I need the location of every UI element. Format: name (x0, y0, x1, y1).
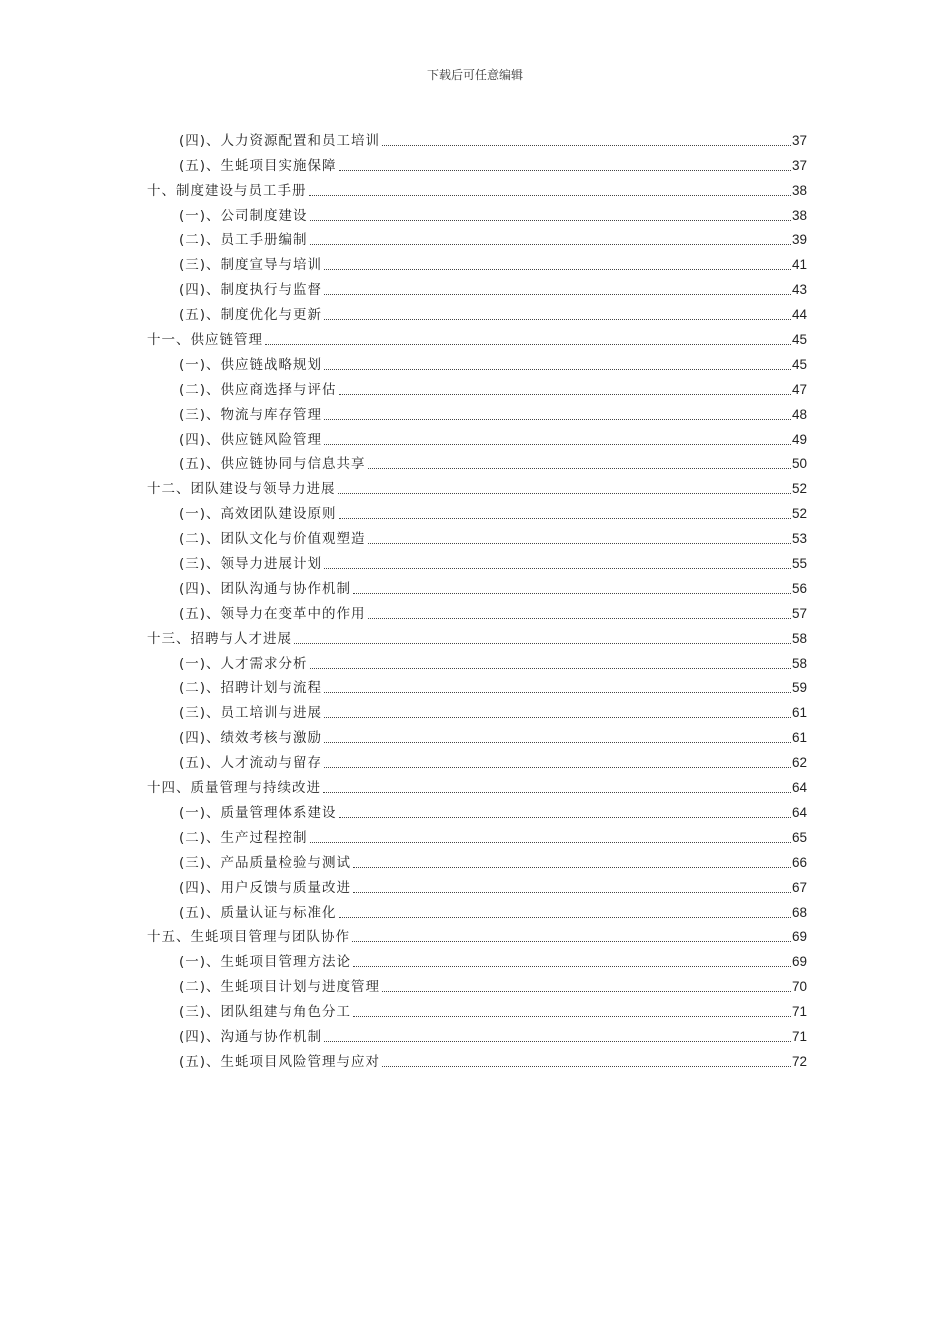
toc-section-entry[interactable] (147, 250, 807, 275)
toc-entry-title: (五)、供应链协同与信息共享 (179, 456, 366, 473)
toc-dot-leader (353, 866, 791, 868)
toc-dot-leader (310, 219, 791, 221)
toc-page-number: 38 (791, 207, 807, 223)
toc-page-number: 70 (791, 979, 807, 995)
toc-entry-title: (三)、制度宣导与培训 (179, 257, 323, 274)
toc-entry-title: 十五、生蚝项目管理与团队协作 (147, 929, 350, 946)
toc-page-number: 41 (791, 257, 807, 273)
toc-entry-title: (五)、生蚝项目实施保障 (179, 157, 337, 174)
toc-entry-title: (一)、高效团队建设原则 (179, 506, 337, 523)
toc-entry-title: (四)、绩效考核与激励 (179, 730, 323, 747)
toc-entry-title: (二)、供应商选择与评估 (179, 381, 337, 398)
toc-entry-title: (三)、物流与库存管理 (179, 406, 323, 423)
toc-entry-title: (四)、用户反馈与质量改进 (179, 879, 352, 896)
toc-entry-title: (五)、生蚝项目风险管理与应对 (179, 1053, 381, 1070)
toc-section-entry[interactable] (147, 450, 807, 475)
toc-page-number: 38 (791, 182, 807, 198)
toc-page-number: 62 (791, 755, 807, 771)
toc-dot-leader (324, 268, 791, 270)
toc-dot-leader (339, 169, 791, 171)
toc-page-number: 64 (791, 780, 807, 796)
toc-section-entry[interactable] (147, 201, 807, 226)
toc-entry-title: (一)、质量管理体系建设 (179, 804, 337, 821)
toc-section-entry[interactable] (147, 524, 807, 549)
toc-section-entry[interactable] (147, 574, 807, 599)
toc-page-number: 58 (791, 630, 807, 646)
toc-page-number: 59 (791, 680, 807, 696)
toc-page-number: 50 (791, 456, 807, 472)
toc-entry-title: (二)、生蚝项目计划与进度管理 (179, 979, 381, 996)
toc-entry-title: (五)、人才流动与留存 (179, 755, 323, 772)
toc-dot-leader (324, 567, 791, 569)
toc-dot-leader (324, 1040, 791, 1042)
toc-section-entry[interactable] (147, 1047, 807, 1072)
toc-entry-title: 十二、团队建设与领导力进展 (147, 481, 336, 498)
toc-chapter-entry[interactable] (147, 176, 807, 201)
toc-entry-title: 十三、招聘与人才进展 (147, 630, 292, 647)
toc-dot-leader (338, 492, 791, 494)
toc-page-number: 43 (791, 282, 807, 298)
toc-section-entry[interactable] (147, 947, 807, 972)
toc-page-number: 58 (791, 655, 807, 671)
toc-entry-title: (五)、领导力在变革中的作用 (179, 605, 366, 622)
page-header: 下载后可任意编辑 (426, 68, 523, 82)
toc-entry-title: (一)、供应链战略规划 (179, 356, 323, 373)
toc-section-entry[interactable] (147, 599, 807, 624)
toc-dot-leader (309, 194, 791, 196)
toc-section-entry[interactable] (147, 400, 807, 425)
toc-chapter-entry[interactable] (147, 624, 807, 649)
toc-entry-title: (四)、团队沟通与协作机制 (179, 580, 352, 597)
toc-chapter-entry[interactable] (147, 474, 807, 499)
toc-dot-leader (324, 318, 791, 320)
toc-page-number: 52 (791, 481, 807, 497)
toc-dot-leader (353, 891, 791, 893)
toc-page-number: 48 (791, 406, 807, 422)
toc-dot-leader (353, 592, 791, 594)
toc-dot-leader (324, 418, 791, 420)
toc-page-number: 53 (791, 531, 807, 547)
toc-section-entry[interactable] (147, 375, 807, 400)
toc-page-number: 64 (791, 804, 807, 820)
toc-entry-title: (四)、人力资源配置和员工培训 (179, 132, 381, 149)
toc-dot-leader (339, 517, 791, 519)
toc-section-entry[interactable] (147, 649, 807, 674)
toc-entry-title: (三)、团队组建与角色分工 (179, 1004, 352, 1021)
toc-page-number: 72 (791, 1053, 807, 1069)
toc-section-entry[interactable] (147, 873, 807, 898)
toc-dot-leader (324, 368, 791, 370)
toc-dot-leader (382, 990, 791, 992)
toc-page-number: 66 (791, 854, 807, 870)
toc-chapter-entry[interactable] (147, 923, 807, 948)
toc-entry-title: (五)、制度优化与更新 (179, 307, 323, 324)
toc-section-entry[interactable] (147, 499, 807, 524)
toc-section-entry[interactable] (147, 674, 807, 699)
toc-dot-leader (323, 791, 791, 793)
toc-dot-leader (310, 667, 791, 669)
toc-section-entry[interactable] (147, 300, 807, 325)
toc-page-number: 61 (791, 705, 807, 721)
toc-entry-title: (三)、领导力进展计划 (179, 556, 323, 573)
toc-entry-title: (二)、生产过程控制 (179, 829, 308, 846)
toc-section-entry[interactable] (147, 972, 807, 997)
toc-dot-leader (368, 467, 791, 469)
toc-page-number: 61 (791, 730, 807, 746)
toc-page-number: 67 (791, 879, 807, 895)
toc-entry-title: (三)、产品质量检验与测试 (179, 854, 352, 871)
toc-dot-leader (339, 393, 791, 395)
toc-page-number: 45 (791, 356, 807, 372)
toc-section-entry[interactable] (147, 723, 807, 748)
toc-page-number: 37 (791, 132, 807, 148)
toc-dot-leader (324, 766, 791, 768)
toc-entry-title: (二)、团队文化与价值观塑造 (179, 531, 366, 548)
toc-entry-title: (一)、公司制度建设 (179, 207, 308, 224)
toc-dot-leader (352, 940, 791, 942)
toc-page-number: 39 (791, 232, 807, 248)
toc-section-entry[interactable] (147, 549, 807, 574)
toc-dot-leader (324, 443, 791, 445)
toc-page-number: 52 (791, 506, 807, 522)
toc-entry-title: (三)、员工培训与进展 (179, 705, 323, 722)
toc-entry-title: (二)、员工手册编制 (179, 232, 308, 249)
toc-entry-title: (四)、制度执行与监督 (179, 282, 323, 299)
toc-section-entry[interactable] (147, 275, 807, 300)
toc-section-entry[interactable] (147, 898, 807, 923)
toc-dot-leader (353, 1015, 791, 1017)
toc-page-number: 44 (791, 307, 807, 323)
toc-entry-title: 十四、质量管理与持续改进 (147, 780, 321, 797)
toc-page-number: 68 (791, 904, 807, 920)
toc-page-number: 57 (791, 605, 807, 621)
toc-page-number: 71 (791, 1004, 807, 1020)
toc-entry-title: (四)、供应链风险管理 (179, 431, 323, 448)
toc-section-entry[interactable] (147, 798, 807, 823)
toc-dot-leader (294, 642, 791, 644)
toc-dot-leader (324, 716, 791, 718)
toc-section-entry[interactable] (147, 748, 807, 773)
toc-section-entry[interactable] (147, 151, 807, 176)
toc-dot-leader (324, 691, 791, 693)
toc-page-number: 71 (791, 1028, 807, 1044)
toc-dot-leader (339, 816, 791, 818)
toc-dot-leader (368, 542, 791, 544)
toc-entry-title: 十一、供应链管理 (147, 332, 263, 349)
toc-entry-title: (二)、招聘计划与流程 (179, 680, 323, 697)
toc-dot-leader (353, 965, 791, 967)
toc-section-entry[interactable] (147, 698, 807, 723)
toc-entry-title: (一)、人才需求分析 (179, 655, 308, 672)
toc-dot-leader (324, 293, 791, 295)
toc-page-number: 69 (791, 929, 807, 945)
toc-dot-leader (265, 343, 791, 345)
toc-page-number: 56 (791, 580, 807, 596)
toc-section-entry[interactable] (147, 226, 807, 251)
toc-section-entry[interactable] (147, 425, 807, 450)
toc-page-number: 55 (791, 556, 807, 572)
toc-page-number: 45 (791, 332, 807, 348)
toc-page-number: 47 (791, 381, 807, 397)
toc-page-number: 65 (791, 829, 807, 845)
toc-chapter-entry[interactable] (147, 773, 807, 798)
toc-dot-leader (310, 243, 791, 245)
toc-entry-title: (五)、质量认证与标准化 (179, 904, 337, 921)
toc-section-entry[interactable] (147, 350, 807, 375)
toc-entry-title: 十、制度建设与员工手册 (147, 182, 307, 199)
toc-section-entry[interactable] (147, 126, 807, 151)
table-of-contents (147, 126, 807, 1072)
toc-dot-leader (368, 617, 791, 619)
toc-section-entry[interactable] (147, 997, 807, 1022)
toc-dot-leader (339, 916, 791, 918)
toc-entry-title: (四)、沟通与协作机制 (179, 1028, 323, 1045)
toc-dot-leader (324, 741, 791, 743)
toc-dot-leader (310, 841, 791, 843)
toc-page-number: 37 (791, 157, 807, 173)
toc-section-entry[interactable] (147, 848, 807, 873)
toc-dot-leader (382, 1065, 791, 1067)
toc-section-entry[interactable] (147, 1022, 807, 1047)
toc-section-entry[interactable] (147, 823, 807, 848)
toc-dot-leader (382, 144, 791, 146)
toc-page-number: 69 (791, 954, 807, 970)
toc-page-number: 49 (791, 431, 807, 447)
toc-entry-title: (一)、生蚝项目管理方法论 (179, 954, 352, 971)
toc-chapter-entry[interactable] (147, 325, 807, 350)
